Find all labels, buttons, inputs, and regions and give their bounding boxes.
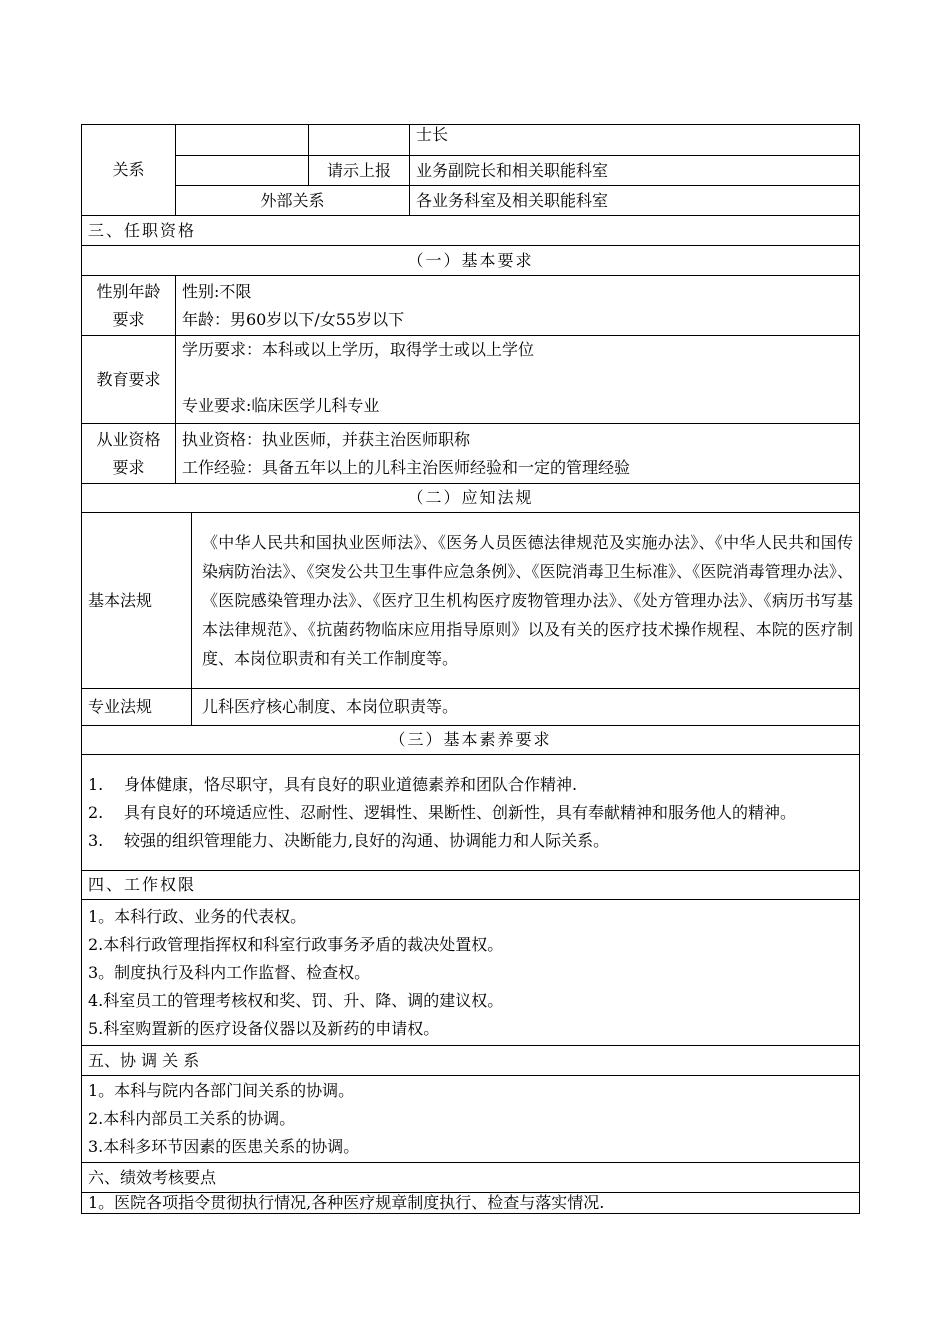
list-item: 3.本科多环节因素的医患关系的协调。 xyxy=(88,1137,360,1156)
external-relations-label: 外部关系 xyxy=(176,186,410,216)
qualification-label xyxy=(82,424,176,484)
quality-title: （三）基本素养要求 xyxy=(82,726,860,755)
external-relations-value: 各业务科室及相关职能科室 xyxy=(410,186,860,216)
relations-row1-value: 士长 xyxy=(410,125,860,156)
relations-label: 关系 xyxy=(82,125,176,216)
job-description-table xyxy=(81,124,860,1214)
quality-list xyxy=(82,755,860,871)
section-qualification-title: 三、任职资格 xyxy=(82,216,860,246)
gender-age-label-line2: 要求 xyxy=(112,309,145,329)
section-coordination-title: 五、协 调 关 系 xyxy=(82,1046,860,1076)
license-line: 执业资格：执业医师，并获主治医师职称 xyxy=(182,429,471,449)
report-to-label: 请示上报 xyxy=(309,156,410,186)
report-to-value: 业务副院长和相关职能科室 xyxy=(410,156,860,186)
degree-line: 学历要求：本科或以上学历，取得学士或以上学位 xyxy=(182,340,535,359)
section-performance-title: 六、绩效考核要点 xyxy=(82,1163,860,1193)
performance-list xyxy=(82,1193,860,1214)
list-item: 4.科室员工的管理考核权和奖、罚、升、降、调的建议权。 xyxy=(88,990,504,1010)
laws-title: （二）应知法规 xyxy=(82,484,860,513)
section-authority-title: 四、工作权限 xyxy=(82,871,860,900)
qualification-label-line2: 要求 xyxy=(112,457,145,477)
qualification-label-line1: 从业资格 xyxy=(96,429,161,449)
list-item: 1。本科与院内各部门间关系的协调。 xyxy=(88,1081,355,1100)
education-value xyxy=(176,336,860,424)
gender-age-value xyxy=(176,276,860,336)
gender-age-label xyxy=(82,276,176,336)
quality-item: 1. 身体健康，恪尽职守，具有良好的职业道德素养和团队合作精神. xyxy=(88,774,578,794)
list-item: 2.本科内部员工关系的协调。 xyxy=(88,1109,296,1128)
relations-empty-mid xyxy=(309,125,410,156)
quality-item: 2. 具有良好的环境适应性、忍耐性、逻辑性、果断性、创新性，具有奉献精神和服务他人的精神。 xyxy=(88,802,797,822)
relations-empty-cell-2 xyxy=(176,156,309,186)
basic-requirements-title: （一）基本要求 xyxy=(82,246,860,276)
major-line: 专业要求:临床医学儿科专业 xyxy=(182,396,380,415)
list-item: 3。制度执行及科内工作监督、检查权。 xyxy=(88,962,371,982)
education-label: 教育要求 xyxy=(82,336,176,424)
experience-line: 工作经验：具备五年以上的儿科主治医师经验和一定的管理经验 xyxy=(182,457,631,477)
basic-laws-text: 《中华人民共和国执业医师法》、《医务人员医德法律规范及实施办法》、《中华人民共和国传染病防治法》、《突发公共卫生事件应急条例》、《医院消毒卫生标准》、《医院消毒管理办法》、《医院感染管理办法》、《医疗卫生机构医疗废物管理办法》、《处方管理办法》、《病历书写基本法律规范》、《抗菌药物临床应用指导原则》以及有关的医疗技术操作规程、本院的医疗制度、本岗位职责和有关工作制度等。 xyxy=(192,513,860,689)
professional-laws-text: 儿科医疗核心制度、本岗位职责等。 xyxy=(192,689,860,726)
list-item: 1。医院各项指令贯彻执行情况,各种医疗规章制度执行、检查与落实情况. xyxy=(88,1193,605,1212)
basic-laws-label: 基本法规 xyxy=(82,513,192,689)
list-item: 2.本科行政管理指挥权和科室行政事务矛盾的裁决处置权。 xyxy=(88,934,504,954)
authority-list xyxy=(82,900,860,1046)
relations-empty-cell xyxy=(176,125,309,156)
list-item: 5.科室购置新的医疗设备仪器以及新药的申请权。 xyxy=(88,1018,440,1038)
job-description-document xyxy=(81,124,859,1214)
quality-item: 3. 较强的组织管理能力、决断能力,良好的沟通、协调能力和人际关系。 xyxy=(88,830,610,850)
coordination-list xyxy=(82,1076,860,1163)
list-item: 1。本科行政、业务的代表权。 xyxy=(88,906,307,926)
professional-laws-label: 专业法规 xyxy=(82,689,192,726)
age-line: 年龄：男60岁以下/女55岁以下 xyxy=(182,309,405,329)
qualification-value xyxy=(176,424,860,484)
gender-line: 性别:不限 xyxy=(182,281,252,301)
gender-age-label-line1: 性别年龄 xyxy=(96,281,161,301)
